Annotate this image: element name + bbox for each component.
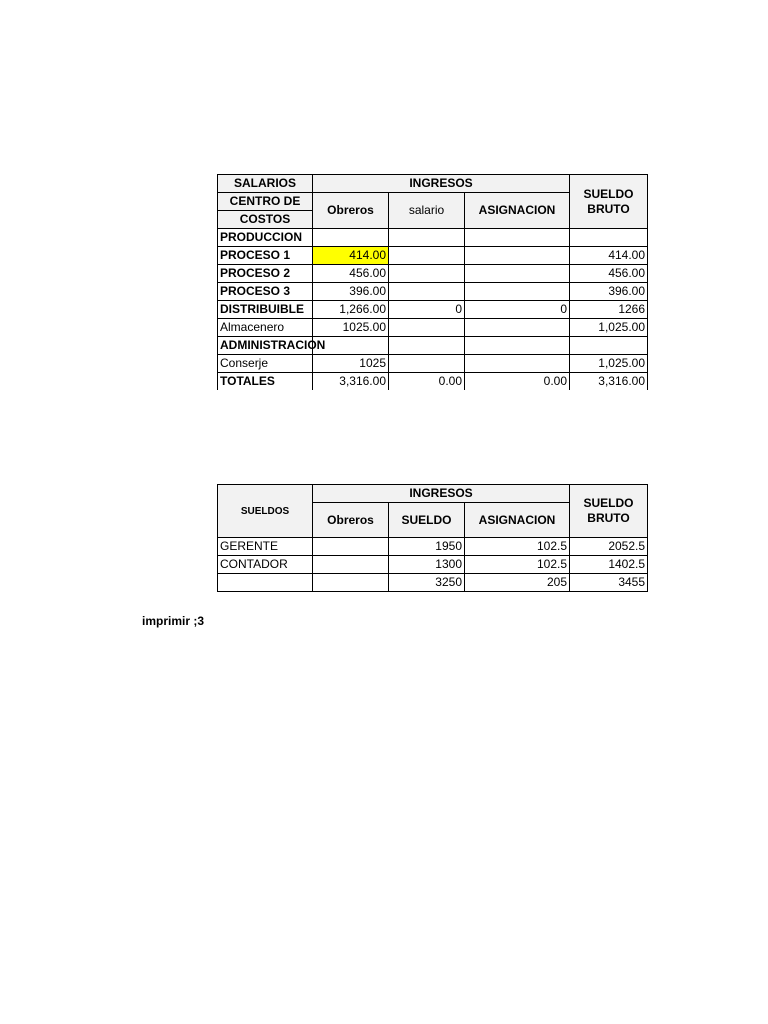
cell-asignacion[interactable] [465, 265, 570, 283]
cell-sueldo-bruto[interactable]: 1,025.00 [570, 355, 648, 373]
table-row [218, 301, 648, 319]
table-row [218, 283, 648, 301]
cell-salario[interactable]: 0.00 [389, 373, 465, 391]
cell-salario[interactable] [389, 283, 465, 301]
cell-sueldo-bruto[interactable]: 414.00 [570, 247, 648, 265]
row-label[interactable]: PROCESO 2 [218, 265, 313, 283]
table-row [218, 337, 648, 355]
cell-salario[interactable] [389, 247, 465, 265]
cell-sueldo-bruto[interactable]: 1402.5 [570, 556, 648, 574]
row-label[interactable]: ADMINISTRACION [218, 337, 313, 355]
cell-obreros[interactable] [313, 556, 389, 574]
cell-sueldo-bruto[interactable]: 456.00 [570, 265, 648, 283]
header-sueldos[interactable]: SUELDOS [218, 485, 313, 538]
cell-sueldo[interactable]: 3250 [389, 574, 465, 592]
cell-salario[interactable] [389, 319, 465, 337]
cell-asignacion[interactable]: 0 [465, 301, 570, 319]
header-obreros[interactable]: Obreros [313, 193, 389, 229]
header-ingresos-2[interactable]: INGRESOS [313, 485, 570, 503]
table-row [218, 247, 648, 265]
cell-obreros[interactable] [313, 574, 389, 592]
row-label[interactable]: TOTALES [218, 373, 313, 391]
cell-salario[interactable] [389, 337, 465, 355]
header-obreros-2[interactable]: Obreros [313, 503, 389, 538]
cell-obreros[interactable]: 414.00 [313, 247, 389, 265]
row-label[interactable]: CONTADOR [218, 556, 313, 574]
table-row [218, 229, 648, 247]
cell-asignacion[interactable] [465, 355, 570, 373]
cell-sueldo-bruto[interactable]: 396.00 [570, 283, 648, 301]
salarios-table [217, 174, 648, 390]
print-note: imprimir ;3 [142, 614, 205, 628]
cell-asignacion[interactable]: 102.5 [465, 538, 570, 556]
table-row [218, 355, 648, 373]
cell-asignacion[interactable] [465, 229, 570, 247]
cell-sueldo-bruto[interactable]: 2052.5 [570, 538, 648, 556]
cell-asignacion[interactable] [465, 337, 570, 355]
sueldos-table [217, 484, 648, 592]
header-costos[interactable]: COSTOS [218, 211, 313, 229]
cell-salario[interactable]: 0 [389, 301, 465, 319]
cell-asignacion[interactable] [465, 319, 570, 337]
cell-obreros[interactable]: 396.00 [313, 283, 389, 301]
cell-asignacion[interactable] [465, 247, 570, 265]
cell-asignacion[interactable] [465, 283, 570, 301]
row-label[interactable]: Conserje [218, 355, 313, 373]
row-label[interactable]: PROCESO 1 [218, 247, 313, 265]
row-label[interactable]: PRODUCCION [218, 229, 313, 247]
cell-obreros[interactable]: 3,316.00 [313, 373, 389, 391]
cell-sueldo[interactable]: 1300 [389, 556, 465, 574]
cell-sueldo-bruto[interactable] [570, 337, 648, 355]
cell-asignacion[interactable]: 205 [465, 574, 570, 592]
header-salario[interactable]: salario [389, 193, 465, 229]
table-row [218, 538, 648, 556]
cell-obreros[interactable]: 1025 [313, 355, 389, 373]
table-row [218, 319, 648, 337]
cell-asignacion[interactable]: 102.5 [465, 556, 570, 574]
header-sueldo[interactable]: SUELDO [389, 503, 465, 538]
cell-sueldo-bruto[interactable]: 1,025.00 [570, 319, 648, 337]
cell-sueldo-bruto[interactable] [570, 229, 648, 247]
row-label[interactable]: DISTRIBUIBLE [218, 301, 313, 319]
cell-asignacion[interactable]: 0.00 [465, 373, 570, 391]
cell-salario[interactable] [389, 229, 465, 247]
row-label[interactable]: Almacenero [218, 319, 313, 337]
table-row [218, 373, 648, 391]
row-label[interactable] [218, 574, 313, 592]
header-sueldo-bruto-2[interactable]: SUELDO BRUTO [570, 485, 648, 538]
cell-sueldo-bruto[interactable]: 1266 [570, 301, 648, 319]
header-asignacion-2[interactable]: ASIGNACION [465, 503, 570, 538]
table-row [218, 574, 648, 592]
table-row [218, 556, 648, 574]
header-salarios[interactable]: SALARIOS [218, 175, 313, 193]
row-label[interactable]: PROCESO 3 [218, 283, 313, 301]
cell-salario[interactable] [389, 265, 465, 283]
cell-sueldo[interactable]: 1950 [389, 538, 465, 556]
row-label[interactable]: GERENTE [218, 538, 313, 556]
header-asignacion[interactable]: ASIGNACION [465, 193, 570, 229]
header-ingresos[interactable]: INGRESOS [313, 175, 570, 193]
cell-sueldo-bruto[interactable]: 3455 [570, 574, 648, 592]
cell-sueldo-bruto[interactable]: 3,316.00 [570, 373, 648, 391]
cell-obreros[interactable] [313, 538, 389, 556]
cell-obreros[interactable]: 1025.00 [313, 319, 389, 337]
cell-salario[interactable] [389, 355, 465, 373]
cell-obreros[interactable]: 1,266.00 [313, 301, 389, 319]
cell-obreros[interactable]: 456.00 [313, 265, 389, 283]
header-centro-de[interactable]: CENTRO DE [218, 193, 313, 211]
header-sueldo-bruto[interactable]: SUELDO BRUTO [570, 175, 648, 229]
table-row [218, 265, 648, 283]
cell-obreros[interactable] [313, 229, 389, 247]
